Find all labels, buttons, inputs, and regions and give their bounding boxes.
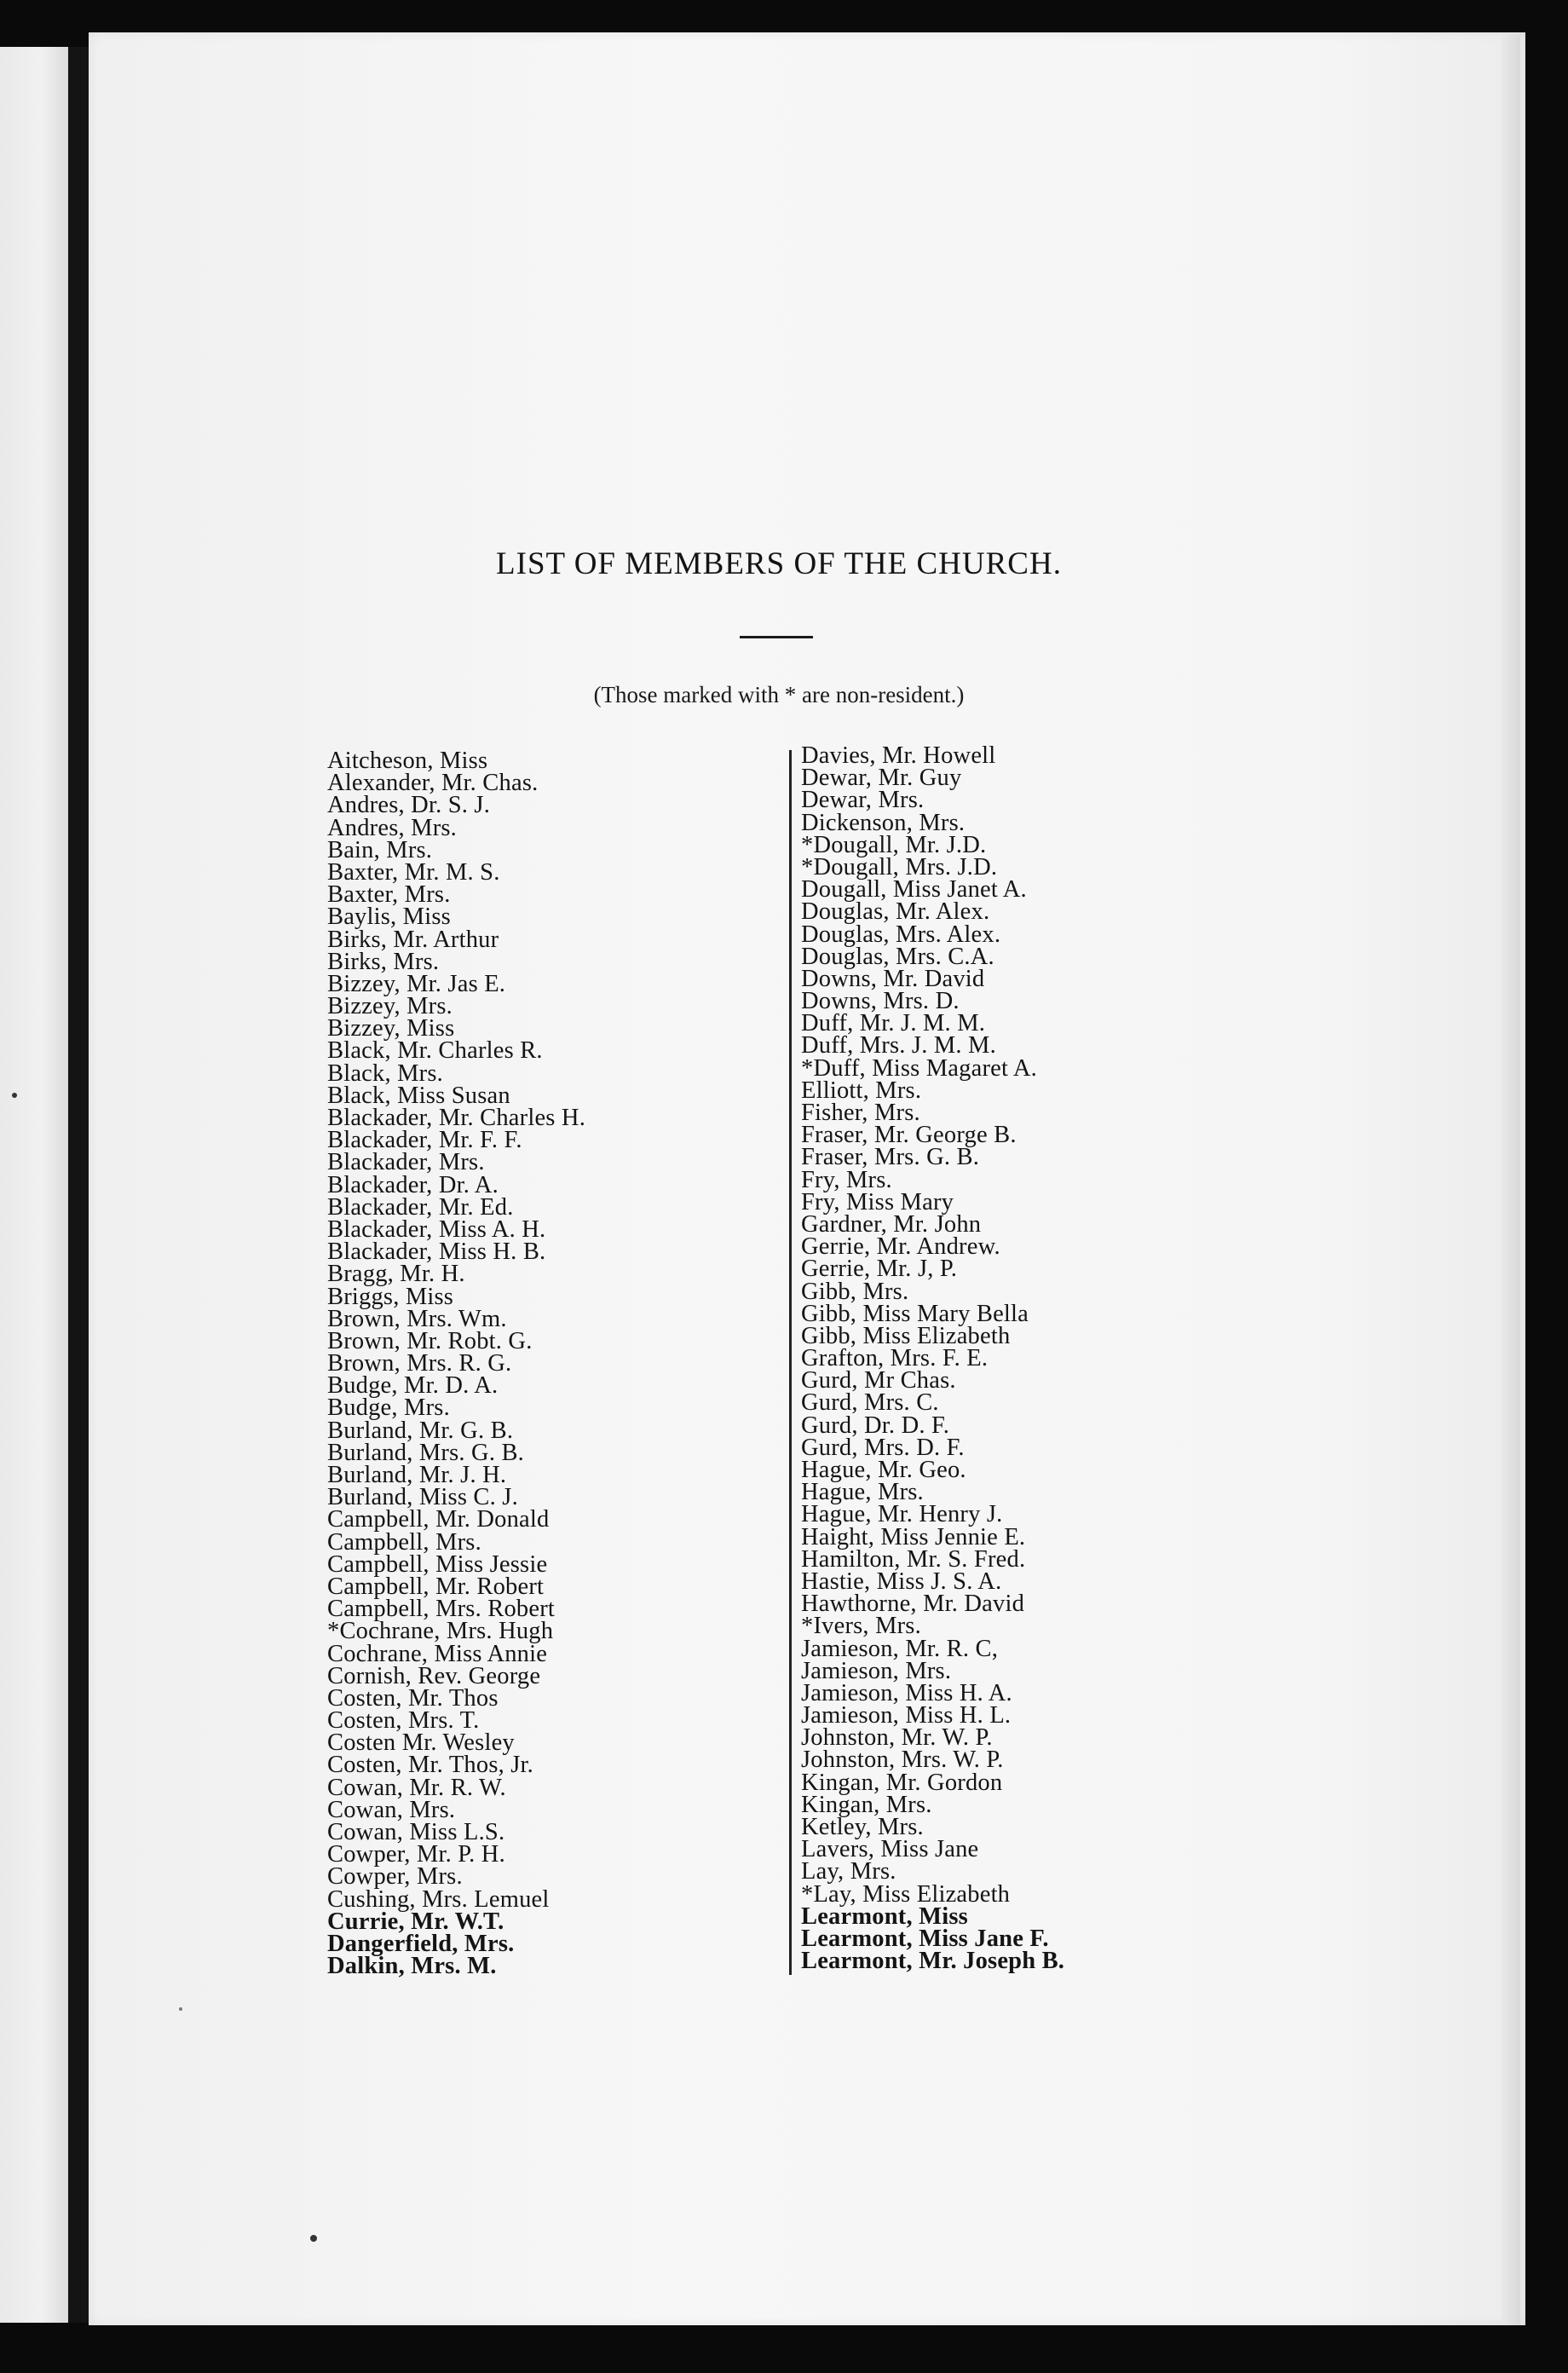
member-entry: Davies, Mr. Howell bbox=[801, 742, 996, 769]
member-entry: Ketley, Mrs. bbox=[801, 1814, 924, 1840]
facing-page-edge bbox=[0, 47, 68, 2323]
member-entry: Burland, Mrs. G. B. bbox=[327, 1439, 525, 1466]
member-entry: Campbell, Mr. Donald bbox=[327, 1506, 550, 1533]
member-entry: Burland, Miss C. J. bbox=[327, 1484, 518, 1511]
member-entry: Douglas, Mr. Alex. bbox=[801, 898, 990, 926]
member-entry: Bizzey, Mr. Jas E. bbox=[327, 970, 506, 997]
member-entry: Kingan, Mr. Gordon bbox=[801, 1769, 1003, 1796]
member-entry: Fry, Mrs. bbox=[801, 1166, 892, 1193]
member-entry: Grafton, Mrs. F. E. bbox=[801, 1345, 989, 1372]
nonresident-note: (Those marked with * are non-resident.) bbox=[593, 682, 965, 707]
member-entry: Gerrie, Mr. J, P. bbox=[801, 1256, 958, 1283]
member-entry: Andres, Dr. S. J. bbox=[327, 792, 491, 819]
member-entry: Dickenson, Mrs. bbox=[801, 809, 966, 836]
member-entry: Gibb, Mrs. bbox=[801, 1278, 909, 1305]
member-entry: Jamieson, Miss H. L. bbox=[801, 1702, 1012, 1729]
member-entry: Dewar, Mrs. bbox=[801, 787, 925, 814]
member-entry: *Lay, Miss Elizabeth bbox=[801, 1880, 1011, 1908]
member-entry: Fraser, Mr. George B. bbox=[801, 1122, 1017, 1149]
member-entry: Hastie, Miss J. S. A. bbox=[801, 1568, 1002, 1595]
members-list-right bbox=[801, 742, 1065, 1975]
member-entry: Briggs, Miss bbox=[327, 1283, 454, 1310]
member-entry: Learmont, Miss Jane F. bbox=[801, 1925, 1049, 1952]
member-entry: Brown, Mr. Robt. G. bbox=[327, 1327, 533, 1354]
member-entry: Downs, Mrs. D. bbox=[801, 988, 960, 1015]
member-entry: Black, Mr. Charles R. bbox=[327, 1037, 543, 1065]
member-entry: Kingan, Mrs. bbox=[801, 1791, 932, 1818]
member-entry: Gerrie, Mr. Andrew. bbox=[801, 1233, 1000, 1261]
member-entry: Bain, Mrs. bbox=[327, 836, 433, 863]
member-entry: Budge, Mr. D. A. bbox=[327, 1372, 499, 1400]
member-entry: Fry, Miss Mary bbox=[801, 1188, 954, 1215]
member-entry: Fisher, Mrs. bbox=[801, 1100, 920, 1126]
member-entry: Blackader, Mr. Charles H. bbox=[327, 1105, 586, 1131]
title-rule bbox=[740, 636, 813, 638]
member-entry: Blackader, Dr. A. bbox=[327, 1171, 499, 1198]
member-entry: Campbell, Miss Jessie bbox=[327, 1550, 548, 1578]
member-entry: Bizzey, Mrs. bbox=[327, 993, 453, 1020]
member-entry: Campbell, Mr. Robert bbox=[327, 1573, 545, 1600]
member-entry: Gurd, Mrs. D. F. bbox=[801, 1434, 965, 1461]
member-entry: Burland, Mr. G. B. bbox=[327, 1417, 514, 1444]
member-entry: Birks, Mr. Arthur bbox=[327, 926, 499, 953]
member-entry: Campbell, Mrs. bbox=[327, 1528, 481, 1556]
member-entry: Black, Mrs. bbox=[327, 1059, 443, 1087]
member-entry: Currie, Mr. W.T. bbox=[327, 1908, 504, 1935]
member-entry: Johnston, Mr. W. P. bbox=[801, 1724, 993, 1752]
member-entry: Birks, Mrs. bbox=[327, 948, 440, 975]
member-entry: Hague, Mrs. bbox=[801, 1479, 924, 1506]
member-entry: Baylis, Miss bbox=[327, 904, 451, 931]
member-entry: Costen Mr. Wesley bbox=[327, 1729, 515, 1757]
member-entry: Cowper, Mrs. bbox=[327, 1863, 463, 1891]
column-divider bbox=[789, 750, 792, 1975]
member-entry: Haight, Miss Jennie E. bbox=[801, 1523, 1026, 1550]
member-entry: Black, Miss Susan bbox=[327, 1082, 510, 1109]
member-entry: *Dougall, Mrs. J.D. bbox=[801, 853, 998, 880]
member-entry: Cowan, Miss L.S. bbox=[327, 1819, 505, 1845]
member-entry: *Ivers, Mrs. bbox=[801, 1613, 921, 1640]
member-entry: Hague, Mr. Henry J. bbox=[801, 1501, 1003, 1528]
member-entry: Hague, Mr. Geo. bbox=[801, 1457, 966, 1483]
member-entry: Gibb, Miss Elizabeth bbox=[801, 1322, 1011, 1349]
member-entry: Baxter, Mr. M. S. bbox=[327, 858, 500, 886]
member-entry: Blackader, Mr. F. F. bbox=[327, 1127, 522, 1154]
member-entry: Gardner, Mr. John bbox=[801, 1210, 982, 1238]
member-entry: Burland, Mr. J. H. bbox=[327, 1462, 507, 1488]
member-entry: *Cochrane, Mrs. Hugh bbox=[327, 1618, 554, 1645]
member-entry: Lavers, Miss Jane bbox=[801, 1836, 979, 1863]
member-entry: Elliott, Mrs. bbox=[801, 1077, 922, 1104]
member-entry: Jamieson, Miss H. A. bbox=[801, 1679, 1012, 1706]
print-speck bbox=[179, 2007, 182, 2011]
member-entry: Dalkin, Mrs. M. bbox=[327, 1953, 497, 1980]
member-entry: Cowper, Mr. P. H. bbox=[327, 1841, 505, 1868]
page-edge-shadow bbox=[1502, 34, 1520, 2325]
member-entry: Cowan, Mr. R. W. bbox=[327, 1774, 506, 1801]
member-entry: Hawthorne, Mr. David bbox=[801, 1591, 1025, 1618]
member-entry: Blackader, Mr. Ed. bbox=[327, 1193, 514, 1221]
member-entry: Learmont, Miss bbox=[801, 1902, 968, 1930]
member-entry: Cowan, Mrs. bbox=[327, 1796, 456, 1823]
member-entry: Dewar, Mr. Guy bbox=[801, 765, 962, 792]
member-entry: Bragg, Mr. H. bbox=[327, 1261, 465, 1288]
member-entry: Hamilton, Mr. S. Fred. bbox=[801, 1545, 1026, 1573]
print-speck bbox=[12, 1093, 17, 1098]
member-entry: Campbell, Mrs. Robert bbox=[327, 1596, 556, 1623]
member-entry: Dougall, Miss Janet A. bbox=[801, 876, 1027, 904]
member-entry: Budge, Mrs. bbox=[327, 1394, 450, 1422]
member-entry: Baxter, Mrs. bbox=[327, 881, 451, 909]
member-entry: Gurd, Mr Chas. bbox=[801, 1367, 956, 1394]
member-entry: Costen, Mr. Thos bbox=[327, 1684, 499, 1712]
member-entry: Blackader, Miss A. H. bbox=[327, 1215, 546, 1243]
member-entry: Cushing, Mrs. Lemuel bbox=[327, 1885, 550, 1913]
member-entry: Downs, Mr. David bbox=[801, 965, 985, 992]
member-entry: Cornish, Rev. George bbox=[327, 1662, 541, 1689]
page-title: LIST OF MEMBERS OF THE CHURCH. bbox=[496, 546, 1062, 581]
member-entry: Douglas, Mrs. Alex. bbox=[801, 921, 1001, 948]
member-entry: Bizzey, Miss bbox=[327, 1015, 455, 1042]
member-entry: Duff, Mrs. J. M. M. bbox=[801, 1032, 996, 1059]
book-gutter bbox=[68, 47, 89, 2323]
member-entry: Blackader, Miss H. B. bbox=[327, 1238, 546, 1266]
member-entry: Cochrane, Miss Annie bbox=[327, 1640, 548, 1667]
print-speck bbox=[310, 2235, 317, 2242]
member-entry: Alexander, Mr. Chas. bbox=[327, 770, 539, 797]
member-entry: Duff, Mr. J. M. M. bbox=[801, 1010, 986, 1037]
member-entry: Costen, Mrs. T. bbox=[327, 1707, 480, 1735]
member-entry: *Dougall, Mr. J.D. bbox=[801, 831, 987, 858]
member-entry: Jamieson, Mr. R. C, bbox=[801, 1635, 999, 1662]
member-entry: Learmont, Mr. Joseph B. bbox=[801, 1948, 1065, 1975]
members-list-left bbox=[327, 750, 585, 1978]
member-entry: Fraser, Mrs. G. B. bbox=[801, 1144, 980, 1171]
member-entry: Gurd, Dr. D. F. bbox=[801, 1412, 950, 1439]
member-entry: Costen, Mr. Thos, Jr. bbox=[327, 1752, 533, 1779]
member-entry: Douglas, Mrs. C.A. bbox=[801, 943, 994, 970]
member-entry: Brown, Mrs. Wm. bbox=[327, 1305, 507, 1332]
member-entry: Jamieson, Mrs. bbox=[801, 1657, 952, 1684]
member-entry: Aitcheson, Miss bbox=[327, 748, 488, 774]
member-entry: Andres, Mrs. bbox=[327, 814, 458, 841]
member-entry: Dangerfield, Mrs. bbox=[327, 1930, 515, 1957]
member-entry: *Duff, Miss Magaret A. bbox=[801, 1054, 1037, 1082]
member-entry: Blackader, Mrs. bbox=[327, 1149, 485, 1176]
member-entry: Brown, Mrs. R. G. bbox=[327, 1350, 512, 1377]
member-entry: Johnston, Mrs. W. P. bbox=[801, 1747, 1004, 1774]
member-entry: Lay, Mrs. bbox=[801, 1858, 896, 1885]
member-entry: Gurd, Mrs. C. bbox=[801, 1389, 939, 1417]
member-entry: Gibb, Miss Mary Bella bbox=[801, 1300, 1029, 1327]
